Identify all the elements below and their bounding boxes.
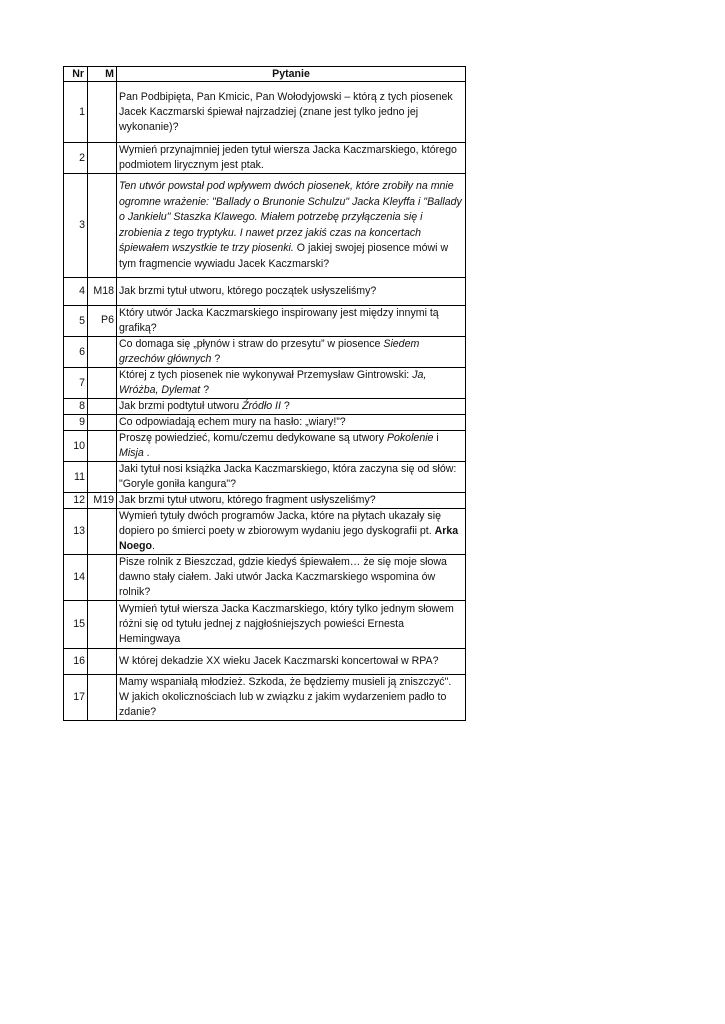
- table-row: [64, 368, 466, 399]
- question-text: Wymień przynajmniej jeden tytuł wiersza Jacka Kaczmarskiego, którego podmiotem lirycznym jest ptak.: [117, 143, 466, 174]
- question-text-part: .: [151, 540, 155, 552]
- row-number: 13: [64, 509, 88, 555]
- question-text: [117, 399, 466, 415]
- row-marker: [88, 601, 117, 649]
- row-number: 11: [64, 462, 88, 493]
- question-text-part: .: [143, 447, 150, 459]
- row-number: 4: [64, 278, 88, 306]
- question-text: Wymień tytuł wiersza Jacka Kaczmarskiego, który tylko jednym słowem różni się od tytułu jednej z najgłośniejszych powieści Ernesta Hemingwaya: [117, 601, 466, 649]
- song-title: Pokolenie: [386, 432, 434, 444]
- row-marker: P6: [88, 306, 117, 337]
- question-text: Mamy wspaniałą młodzież. Szkoda, że będziemy musieli ją zniszczyć". W jakich okolicznościach lub w związku z jakim wydarzeniem padło to zdanie?: [117, 675, 466, 721]
- question-text-part: Wymień tytuły dwóch programów Jacka, które na płytach ukazały się dopiero po śmierci poety w zbiorowym wydaniu jego dyskografii pt.: [119, 510, 441, 537]
- table-row: [64, 555, 466, 601]
- header-question: Pytanie: [117, 67, 466, 82]
- question-text-part: Proszę powiedzieć, komu/czemu dedykowane są utwory: [119, 432, 387, 444]
- row-marker: [88, 555, 117, 601]
- row-number: 12: [64, 493, 88, 509]
- row-marker: [88, 415, 117, 431]
- table-row: [64, 493, 466, 509]
- question-text: Pan Podbipięta, Pan Kmicic, Pan Wołodyjowski – którą z tych piosenek Jacek Kaczmarski śpiewał najrzadziej (znane jest tylko jedno jej wykonanie)?: [117, 82, 466, 143]
- row-number: 5: [64, 306, 88, 337]
- row-number: 15: [64, 601, 88, 649]
- question-text: Pisze rolnik z Bieszczad, gdzie kiedyś śpiewałem… że się moje słowa dawno stały ciałem. Jaki utwór Jacka Kaczmarskiego wspomina ów rolnik?: [117, 555, 466, 601]
- table-row: [64, 415, 466, 431]
- row-marker: [88, 82, 117, 143]
- album-title: Arka Noego: [119, 525, 459, 552]
- quote-text: Ten utwór powstał pod wpływem dwóch piosenek, które zrobiły na mnie ogromne wrażenie: "Ballady o Brunonie Schulzu" Jacka Kleyffa i "Ballady o Jankielu" Staszka Klawego. Miałem potrzebę przyłączenia się i zrobienia z tego tryptyku. I nawet przez jakiś czas na koncertach śpiewałem wszystkie te trzy piosenki.: [119, 180, 462, 254]
- question-text: [117, 368, 466, 399]
- question-text: [117, 174, 466, 278]
- question-text-part: ?: [211, 353, 221, 365]
- row-number: 16: [64, 649, 88, 675]
- question-text-part: ?: [280, 400, 290, 412]
- row-number: 2: [64, 143, 88, 174]
- question-text-part: Jak brzmi podtytuł utworu: [119, 400, 243, 412]
- row-marker: M18: [88, 278, 117, 306]
- song-title: Źródło II: [242, 400, 281, 412]
- table-row: [64, 462, 466, 493]
- question-text: W której dekadzie XX wieku Jacek Kaczmarski koncertował w RPA?: [117, 649, 466, 675]
- question-text: Co odpowiadają echem mury na hasło: „wiary!”?: [117, 415, 466, 431]
- row-number: 3: [64, 174, 88, 278]
- table-row: [64, 278, 466, 306]
- row-marker: [88, 675, 117, 721]
- header-nr: Nr: [64, 67, 88, 82]
- row-number: 6: [64, 337, 88, 368]
- table-row: [64, 431, 466, 462]
- question-text: Który utwór Jacka Kaczmarskiego inspirowany jest między innymi tą grafiką?: [117, 306, 466, 337]
- table-row: [64, 675, 466, 721]
- table-row: [64, 174, 466, 278]
- row-number: 10: [64, 431, 88, 462]
- row-number: 14: [64, 555, 88, 601]
- table-row: [64, 649, 466, 675]
- row-marker: [88, 174, 117, 278]
- row-number: 17: [64, 675, 88, 721]
- question-text: [117, 431, 466, 462]
- row-marker: [88, 462, 117, 493]
- question-text: [117, 337, 466, 368]
- table-row: [64, 337, 466, 368]
- table-row: [64, 143, 466, 174]
- song-title: Misja: [119, 447, 144, 459]
- header-m: M: [88, 67, 117, 82]
- row-marker: [88, 337, 117, 368]
- table-row: [64, 306, 466, 337]
- row-marker: [88, 368, 117, 399]
- row-number: 8: [64, 399, 88, 415]
- song-title: Ja, Wróżba, Dylemat: [119, 369, 427, 396]
- table-row: [64, 601, 466, 649]
- question-text: Jak brzmi tytuł utworu, którego fragment usłyszeliśmy?: [117, 493, 466, 509]
- table-row: [64, 399, 466, 415]
- question-text-part: ?: [200, 384, 210, 396]
- question-text-part: i: [433, 432, 439, 444]
- row-marker: [88, 431, 117, 462]
- question-text-part: Co domaga się „płynów i straw do przesytu” w piosence: [119, 338, 384, 350]
- quiz-table: [63, 66, 466, 721]
- header-row: [64, 67, 466, 82]
- table-row: [64, 82, 466, 143]
- question-text: Jaki tytuł nosi książka Jacka Kaczmarskiego, która zaczyna się od słów: "Goryle goniła kangura"?: [117, 462, 466, 493]
- table-row: [64, 509, 466, 555]
- row-number: 7: [64, 368, 88, 399]
- row-marker: [88, 509, 117, 555]
- row-number: 9: [64, 415, 88, 431]
- row-marker: M19: [88, 493, 117, 509]
- question-text-part: Której z tych piosenek nie wykonywał Przemysław Gintrowski:: [119, 369, 413, 381]
- row-marker: [88, 143, 117, 174]
- song-title: Siedem grzechów głównych: [119, 338, 420, 365]
- row-marker: [88, 649, 117, 675]
- question-text: Jak brzmi tytuł utworu, którego początek usłyszeliśmy?: [117, 278, 466, 306]
- question-text: [117, 509, 466, 555]
- row-marker: [88, 399, 117, 415]
- row-number: 1: [64, 82, 88, 143]
- question-rest: O jakiej swojej piosence mówi w tym fragmencie wywiadu Jacek Kaczmarski?: [119, 242, 449, 270]
